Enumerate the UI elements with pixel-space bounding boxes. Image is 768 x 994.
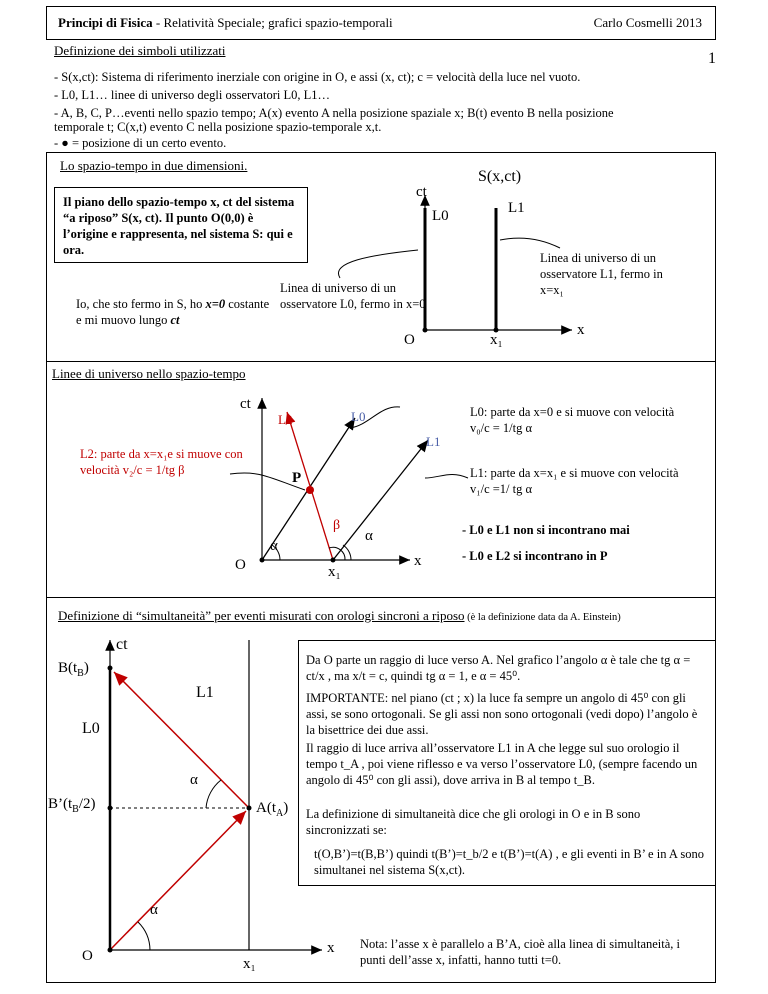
s3-paragraph-4: La definizione di simultaneità dice che gli orologi in O e in B sono sincronizzati se:: [306, 807, 641, 837]
s3-paragraph-2: IMPORTANTE: nel piano (ct ; x) la luce fa sempre un angolo di 45⁰ con gli assi, se sono ortogonali. Se gli assi non sono ortogonali (vedi dopo) l’angolo è la bisettrice dei due assi.: [306, 691, 698, 737]
s2-origin-label: O: [235, 557, 246, 573]
s2-ct-label: ct: [240, 396, 251, 412]
s1-ct-label: ct: [416, 184, 427, 200]
s1-x-label: x: [577, 322, 585, 338]
s2-l1-label: L1: [426, 434, 441, 449]
symbols-line: - S(x,ct): Sistema di riferimento inerziale con origine in O, e assi (x, ct); c = velocità della luce nel vuoto.: [54, 70, 581, 84]
s3-bprime-label: $B’(t_B/2)$: [48, 796, 96, 815]
s3-alpha-arc: [138, 922, 150, 950]
l0-note: Linea di universo di un osservatore L0, fermo in x=0: [280, 281, 426, 311]
section-1-box: Il piano dello spazio-tempo x, ct del sistema “a riposo” S(x, ct). Il punto O(0,0) è l’origine e rappresenta, nel sistema S: qui e ora.: [54, 187, 308, 263]
page-number: 1: [708, 50, 716, 67]
io-note: Io, che sto fermo in S, ho x=0 costante e mi muovo lungo ct: [76, 297, 270, 327]
s2-x-label: x: [414, 553, 422, 569]
section-2-title: Linee di universo nello spazio-tempo: [52, 366, 246, 381]
s3-light-ray-out: [110, 811, 246, 950]
s2-l0-label: L0: [351, 409, 366, 424]
s3-paragraph-1: Da O parte un raggio di luce verso A. Nel grafico l’angolo α è tale che tg α = ct/x , ma x/t = c, quindi tg α = 1, e α = 45⁰.: [306, 653, 691, 683]
s3-a-label: $A(t_A)$: [256, 800, 289, 819]
s3-origin-dot: [108, 948, 113, 953]
s3-b-label: $B(t_B)$: [58, 660, 89, 679]
s2-fact-2: - L0 e L2 si incontrano in P: [462, 549, 608, 563]
frame-label: S(x,ct): [478, 168, 522, 185]
s2-l2-label: L2: [278, 412, 293, 427]
s3-axis-note: Nota: l’asse x è parallelo a B’A, cioè alla linea di simultaneità, i punti dell’asse x, infatti, hanno tutti t=0.: [360, 937, 681, 967]
s2-beta-label: β: [333, 518, 341, 533]
symbols-line: temporale t; C(x,t) evento C nella posizione spazio-temporale x,t.: [54, 120, 382, 134]
s3-alpha-arc-2: [206, 780, 221, 808]
s3-x1-label: x₁: [243, 956, 256, 972]
s2-alpha-label-2: α: [365, 528, 373, 544]
s3-ct-label: ct: [116, 636, 128, 653]
s1-x1-label: x₁: [490, 332, 503, 348]
s3-paragraph-5: t(O,B’)=t(B,B’) quindi t(B’)=t_b/2 e t(B’)=t(A) , e gli eventi in B’ e in A sono simultanei nel sistema S(x,ct).: [314, 847, 704, 877]
s2-l1-note: L1: parte da x=x₁ e si muove con velocità v₁/c =1/ tg α: [470, 466, 679, 496]
section-1-title: Lo spazio-tempo in due dimensioni.: [60, 158, 248, 173]
s1-l1-label: L1: [508, 200, 525, 216]
s2-fact-1: - L0 e L1 non si incontrano mai: [462, 523, 630, 537]
header-course: Principi di Fisica - Relatività Speciale; grafici spazio-temporali: [58, 15, 393, 30]
s3-event-bprime: [108, 806, 113, 811]
s3-event-b: [108, 666, 113, 671]
s3-l0-label: L0: [82, 720, 100, 737]
s3-l1-label: L1: [196, 684, 214, 701]
s2-x1-label: x₁: [328, 564, 341, 580]
s2-alpha-label: α: [270, 538, 278, 554]
s3-paragraph-3: Il raggio di luce arriva all’osservatore L1 in A che legge sul suo orologio il tempo t_A , poi viene riflesso e va verso l’osservatore L0, (sempre facendo un angolo di 45⁰ con gli assi), dove arriva in B al tempo t_B.: [306, 741, 698, 787]
symbols-line: - A, B, C, P…eventi nello spazio tempo; A(x) evento A nella posizione spaziale x; B(t) evento B nella posizione: [54, 106, 614, 120]
symbols-line: - L0, L1… linee di universo degli osservatori L0, L1…: [54, 88, 330, 102]
header-author: Carlo Cosmelli 2013: [593, 15, 702, 30]
s3-x-label: x: [327, 940, 335, 956]
s1-l0-label: L0: [432, 208, 449, 224]
s3-alpha-label: α: [190, 772, 198, 788]
s2-p-label: P: [292, 470, 302, 486]
s3-event-a: [247, 806, 252, 811]
s3-alpha-label-2: α: [150, 902, 158, 918]
symbols-line: - ● = posizione di un certo evento.: [54, 136, 227, 150]
s3-origin-label: O: [82, 948, 93, 964]
s2-l0-note: L0: parte da x=0 e si muove con velocità v₀/c = 1/tg α: [470, 405, 675, 435]
s3-light-ray-back: [114, 672, 249, 808]
l1-note: Linea di universo di un osservatore L1, fermo in x=x₁: [540, 251, 663, 297]
symbols-title: Definizione dei simboli utilizzati: [54, 43, 226, 58]
section-3-title: Definizione di “simultaneità” per eventi misurati con orologi sincroni a riposo (è la definizione data da A. Einstein): [58, 608, 621, 623]
s1-origin-label: O: [404, 332, 415, 348]
s2-l2-note: L2: parte da x=x₁e si muove con velocità v₂/c = 1/tg β: [80, 447, 243, 477]
